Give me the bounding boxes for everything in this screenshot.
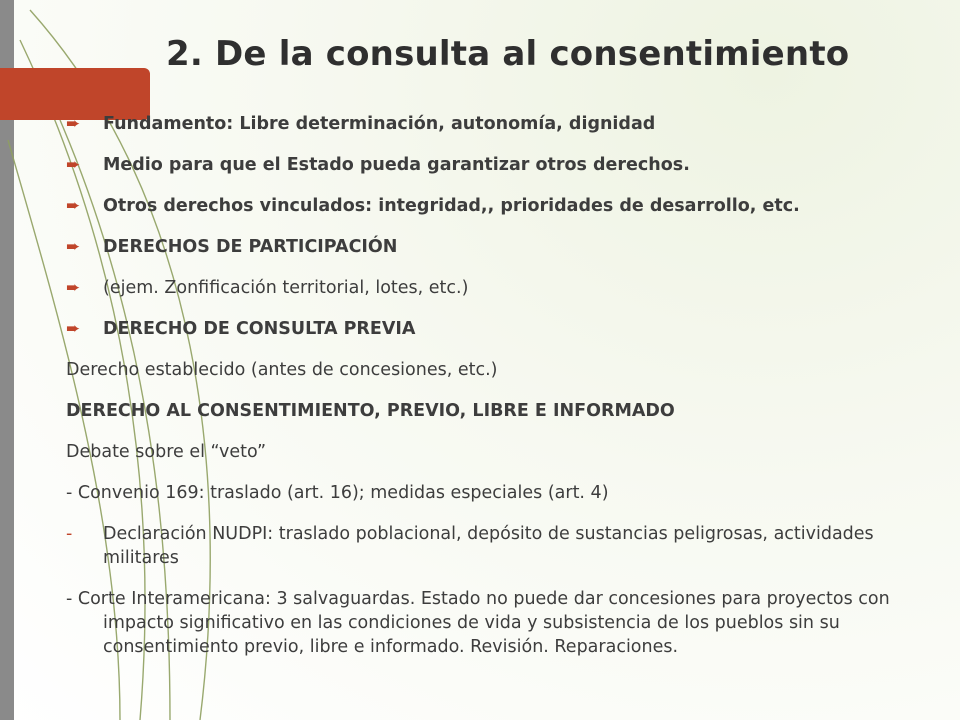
- text-debate: Debate sobre el “veto”: [66, 442, 267, 462]
- bullet-participacion: ➨ DERECHOS DE PARTICIPACIÓN: [66, 237, 398, 257]
- arrow-right-icon: ➨: [66, 237, 81, 257]
- slide-title: 2. De la consulta al consentimiento: [166, 34, 850, 74]
- bullet-otros-derechos: ➨ Otros derechos vinculados: integridad,, prioridades de desarrollo, etc.: [66, 196, 800, 216]
- arrow-right-icon: ➨: [66, 155, 81, 175]
- bullet-fundamento: ➨ Fundamento: Libre determinación, autonomía, dignidad: [66, 114, 656, 134]
- bullet-ejemplo: ➨ (ejem. Zonfificación territorial, lotes, etc.): [66, 278, 469, 298]
- slide-content: [66, 112, 946, 659]
- text-convenio: - Convenio 169: traslado (art. 16); medidas especiales (art. 4): [66, 483, 609, 503]
- arrow-right-icon: ➨: [66, 114, 81, 134]
- arrow-right-icon: ➨: [66, 278, 81, 298]
- arrow-right-icon: ➨: [66, 196, 81, 216]
- text-derecho-establecido: Derecho establecido (antes de concesiones, etc.): [66, 360, 498, 380]
- text-corte: - Corte Interamericana: 3 salvaguardas. Estado no puede dar concesiones para proyectos con impacto significativo en las condiciones de vida y subsistencia de los pueblos sin su consentimiento previo, libre e informado. Revisión. Reparaciones.: [66, 589, 890, 657]
- text-consentimiento: DERECHO AL CONSENTIMIENTO, PREVIO, LIBRE E INFORMADO: [66, 401, 675, 421]
- bullet-medio: ➨ Medio para que el Estado pueda garantizar otros derechos.: [66, 155, 690, 175]
- bullet-consulta-previa: ➨ DERECHO DE CONSULTA PREVIA: [66, 319, 416, 339]
- arrow-right-icon: ➨: [66, 319, 81, 339]
- text-declaracion: - Declaración NUDPI: traslado poblacional, depósito de sustancias peligrosas, actividades militares: [66, 524, 874, 568]
- dash-marker: -: [66, 524, 73, 544]
